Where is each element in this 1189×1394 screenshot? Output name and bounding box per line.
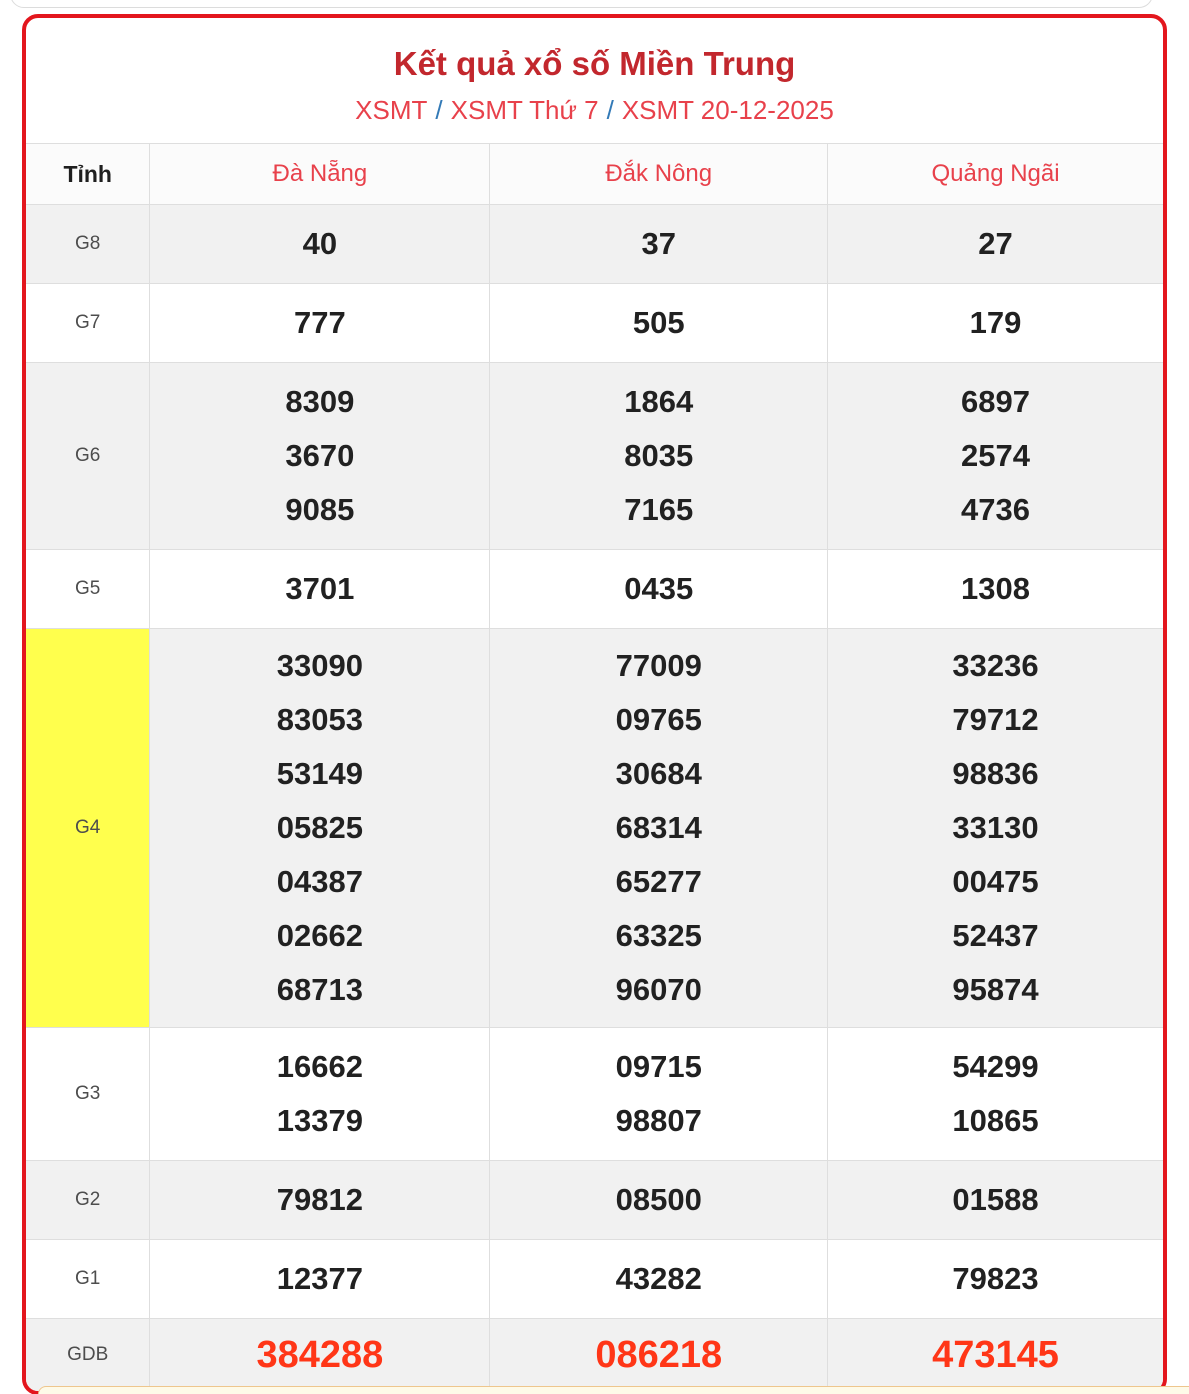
- result-cell: [828, 1028, 1163, 1161]
- breadcrumb-separator: /: [435, 95, 443, 125]
- result-cell: [828, 629, 1163, 1028]
- result-number: 12377: [276, 1261, 363, 1296]
- result-cell: [150, 550, 490, 629]
- results-table: [26, 143, 1163, 1391]
- breadcrumb-link-xsmt-date[interactable]: XSMT 20-12-2025: [621, 95, 834, 125]
- result-number: 27: [978, 226, 1013, 261]
- result-number: 01588: [952, 1182, 1039, 1217]
- table-row-g1: [26, 1240, 1163, 1319]
- result-number: 68314: [615, 810, 702, 845]
- result-number: 33236: [952, 648, 1039, 683]
- result-number: 08500: [615, 1182, 702, 1217]
- result-cell: [828, 363, 1163, 550]
- result-cell: [150, 1161, 490, 1240]
- table-row-g6: [26, 363, 1163, 550]
- prize-label-g6: G6: [26, 363, 150, 550]
- table-row-g5: [26, 550, 1163, 629]
- result-cell: [490, 1028, 828, 1161]
- result-number: 3701: [285, 571, 355, 606]
- result-cell: [150, 284, 490, 363]
- result-number: 04387: [276, 864, 363, 899]
- result-number: 79812: [276, 1182, 363, 1217]
- result-number: 1864: [624, 384, 694, 419]
- result-cell: [150, 1240, 490, 1319]
- result-number: 30684: [615, 756, 702, 791]
- result-cell: [828, 1240, 1163, 1319]
- result-number: 777: [294, 305, 346, 340]
- result-cell-special: [150, 1319, 490, 1392]
- result-number: 0435: [624, 571, 694, 606]
- page-title: Kết quả xổ số Miền Trung: [393, 45, 796, 82]
- result-cell: [150, 1028, 490, 1161]
- result-number: 77009: [615, 648, 702, 683]
- result-number: 83053: [276, 702, 363, 737]
- result-number: 7165: [624, 492, 694, 527]
- result-number: 54299: [952, 1049, 1039, 1084]
- result-number: 9085: [285, 492, 355, 527]
- result-number: 02662: [276, 918, 363, 953]
- result-number: 98807: [615, 1103, 702, 1138]
- prize-label-g7: G7: [26, 284, 150, 363]
- result-number: 37: [641, 226, 676, 261]
- result-cell-special: [490, 1319, 828, 1392]
- result-number: 00475: [952, 864, 1039, 899]
- prize-label-g8: G8: [26, 205, 150, 284]
- result-cell: [150, 205, 490, 284]
- result-number: 79712: [952, 702, 1039, 737]
- result-number: 33130: [952, 810, 1039, 845]
- column-header-dak-nong: Đắk Nông: [490, 144, 828, 205]
- table-row-g4: [26, 629, 1163, 1028]
- result-number: 53149: [276, 756, 363, 791]
- result-number: 79823: [952, 1261, 1039, 1296]
- result-number: 33090: [276, 648, 363, 683]
- result-number: 4736: [961, 492, 1031, 527]
- result-number: 8309: [285, 384, 355, 419]
- table-row-gdb: [26, 1319, 1163, 1392]
- table-row-g3: [26, 1028, 1163, 1161]
- prize-label-g1: G1: [26, 1240, 150, 1319]
- result-cell: [490, 205, 828, 284]
- result-number: 1308: [961, 571, 1031, 606]
- result-cell: [490, 363, 828, 550]
- result-cell: [828, 284, 1163, 363]
- prize-label-g3: G3: [26, 1028, 150, 1161]
- table-row-g8: [26, 205, 1163, 284]
- result-number: 68713: [276, 972, 363, 1007]
- prize-label-g4-highlighted: G4: [26, 629, 150, 1028]
- result-cell: [828, 550, 1163, 629]
- result-number: 8035: [624, 438, 694, 473]
- result-cell: [828, 205, 1163, 284]
- prize-label-g2: G2: [26, 1161, 150, 1240]
- result-number: 65277: [615, 864, 702, 899]
- column-header-province: Tỉnh: [26, 144, 150, 205]
- result-number: 13379: [276, 1103, 363, 1138]
- breadcrumb-link-xsmt-thu-7[interactable]: XSMT Thứ 7: [450, 95, 599, 125]
- special-prize-number: 384288: [256, 1334, 384, 1376]
- table-row-g7: [26, 284, 1163, 363]
- result-number: 6897: [961, 384, 1031, 419]
- result-cell: [150, 363, 490, 550]
- breadcrumb: [26, 94, 1163, 126]
- column-header-da-nang: Đà Nẵng: [150, 144, 490, 205]
- result-cell: [490, 629, 828, 1028]
- result-cell: [150, 629, 490, 1028]
- result-cell: [490, 1240, 828, 1319]
- result-number: 10865: [952, 1103, 1039, 1138]
- result-number: 95874: [952, 972, 1039, 1007]
- prize-label-gdb: GDB: [26, 1319, 150, 1392]
- result-number: 09715: [615, 1049, 702, 1084]
- result-number: 05825: [276, 810, 363, 845]
- result-cell: [490, 550, 828, 629]
- result-number: 98836: [952, 756, 1039, 791]
- result-number: 52437: [952, 918, 1039, 953]
- result-number: 179: [969, 305, 1022, 340]
- prize-label-g5: G5: [26, 550, 150, 629]
- special-prize-number: 473145: [932, 1334, 1059, 1376]
- result-cell: [490, 284, 828, 363]
- result-number: 09765: [615, 702, 702, 737]
- result-cell-special: [828, 1319, 1163, 1392]
- result-cell: [828, 1161, 1163, 1240]
- result-number: 40: [302, 226, 338, 261]
- special-prize-number: 086218: [595, 1334, 723, 1376]
- result-number: 43282: [615, 1261, 702, 1296]
- result-number: 63325: [615, 918, 702, 953]
- breadcrumb-separator: /: [606, 95, 614, 125]
- breadcrumb-link-xsmt[interactable]: XSMT: [355, 95, 428, 125]
- result-cell: [490, 1161, 828, 1240]
- result-number: 16662: [276, 1049, 363, 1084]
- previous-section-edge: [10, 0, 1153, 8]
- result-number: 3670: [285, 438, 355, 473]
- result-number: 96070: [615, 972, 702, 1007]
- table-header-row: [26, 144, 1163, 205]
- lottery-results-panel: [22, 14, 1167, 1394]
- next-section-edge: [38, 1386, 1189, 1394]
- result-number: 505: [632, 305, 685, 340]
- table-row-g2: [26, 1161, 1163, 1240]
- result-number: 2574: [961, 438, 1031, 473]
- column-header-quang-ngai: Quảng Ngãi: [828, 144, 1163, 205]
